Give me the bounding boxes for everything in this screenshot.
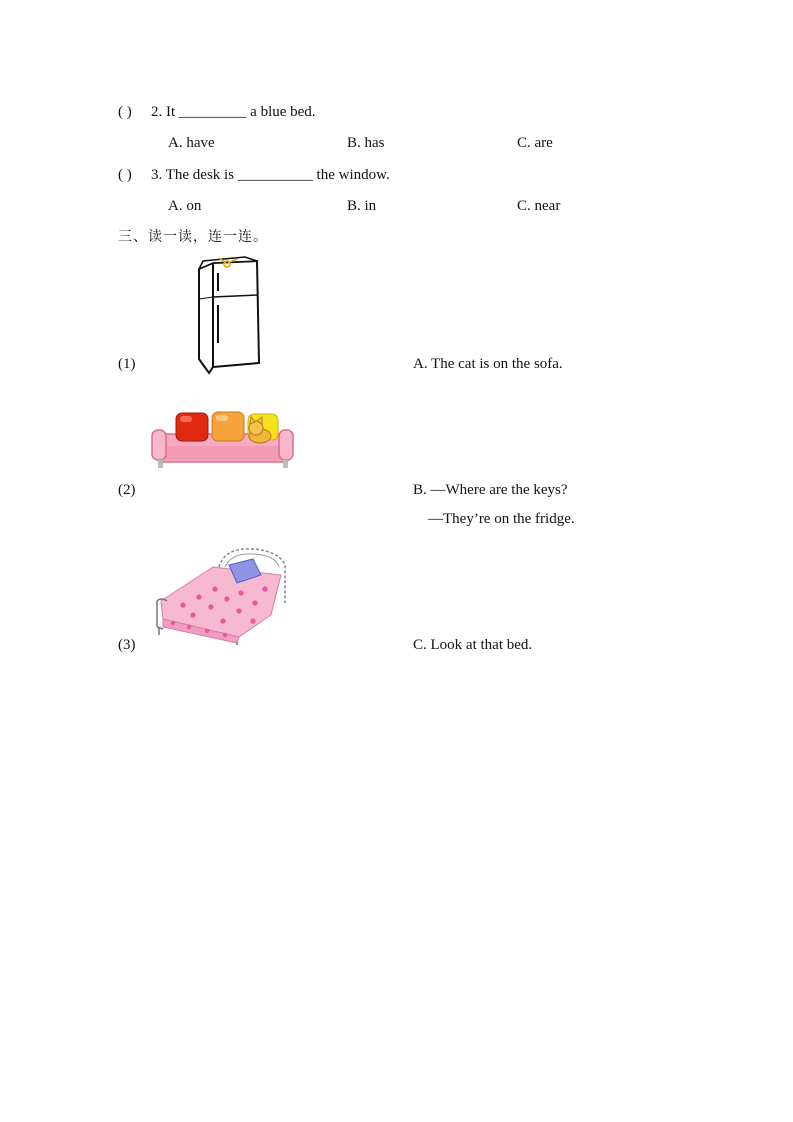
item-1-number: (1) [118, 356, 136, 372]
bed-icon [153, 545, 293, 645]
question-3-paren: ( ) [118, 167, 132, 183]
question-3-option-b: B. in [347, 198, 377, 214]
sofa-icon [150, 408, 295, 470]
question-3-option-c: C. near [517, 198, 561, 214]
question-2-option-a: A. have [168, 135, 215, 151]
section-3-title: 三、读一读，连一连。 [118, 229, 268, 245]
answer-b-line-2: —They’re on the fridge. [428, 511, 575, 527]
question-2-paren: ( ) [118, 104, 132, 120]
question-3-option-a: A. on [168, 198, 202, 214]
question-2-option-c: C. are [517, 135, 553, 151]
question-3-stem: 3. The desk is __________ the window. [151, 167, 390, 183]
answer-c: C. Look at that bed. [413, 637, 533, 653]
item-3-number: (3) [118, 637, 136, 653]
item-2-number: (2) [118, 482, 136, 498]
answer-a: A. The cat is on the sofa. [413, 356, 563, 372]
fridge-icon [195, 255, 265, 375]
question-2-stem: 2. It _________ a blue bed. [151, 104, 316, 120]
question-2-option-b: B. has [347, 135, 385, 151]
answer-b-line-1: B. —Where are the keys? [413, 482, 568, 498]
